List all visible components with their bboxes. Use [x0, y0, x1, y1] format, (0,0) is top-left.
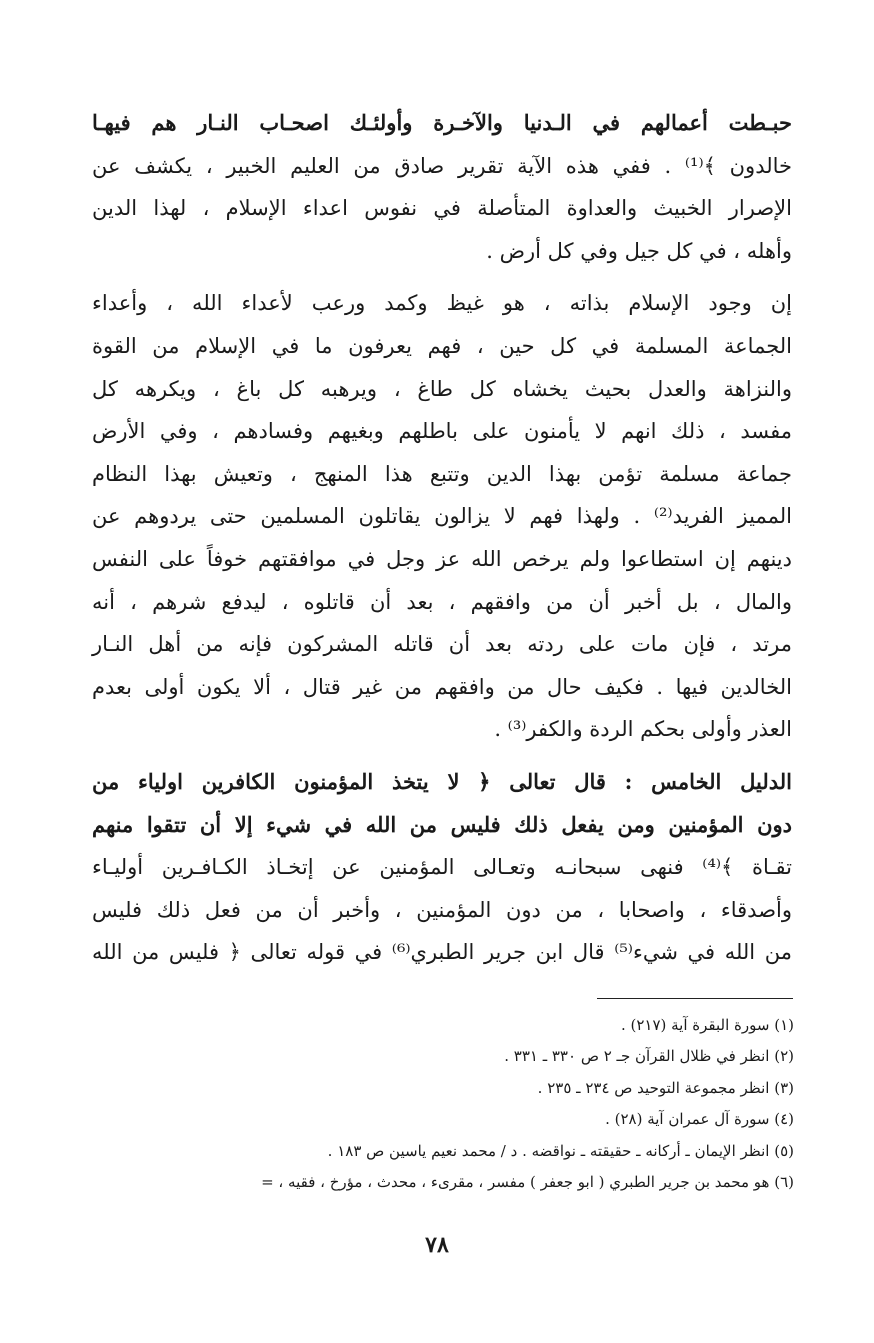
- text-line: الخالدين فيها . فكيف حال من وافقهم من غير قتال ، ألا يكون أولى بعدم: [92, 674, 792, 699]
- text-line: وأهله ، في كل جيل وفي كل أرض .: [486, 238, 792, 263]
- text-line: مرتد ، فإن مات على ردته بعد أن قاتله المشركون فإنه من أهل النـار: [92, 632, 792, 657]
- text-line: العذر وأولى بحكم الردة والكفر⁽³⁾ .: [494, 717, 792, 742]
- text-line: الإصرار الخبيث والعداوة المتأصلة في نفوس اعداء الإسلام ، لهذا الدين: [92, 196, 792, 221]
- text-line: خالدون ﴾⁽¹⁾ . ففي هذه الآية تقرير صادق من العليم الخبير ، يكشف عن: [92, 153, 792, 178]
- main-text: [92, 102, 792, 974]
- text-line: مفسد ، ذلك انهم لا يأمنون على باطلهم وبغيهم وفسادهم ، وفي الأرض: [92, 419, 792, 444]
- text-line: دون المؤمنين ومن يفعل ذلك فليس من الله في شيء إلا أن تتقوا منهم: [92, 811, 792, 837]
- footnote-item: (٦) هو محمد بن جرير الطبري ( ابو جعفر ) مفسر ، مقرىء ، محدث ، مؤرخ ، فقيه ، =: [261, 1172, 794, 1191]
- footnote-separator: [597, 998, 793, 999]
- text-line: حبـطت أعمالهم في الـدنيا والآخـرة وأولئـك اصحـاب النـار هم فيهـا: [92, 110, 792, 135]
- footnote-item: (٢) انظر في ظلال القرآن جـ ٢ ص ٣٣٠ ـ ٣٣١ .: [504, 1047, 794, 1066]
- page-number: ٧٨: [425, 1232, 449, 1258]
- text-line: وأصدقاء ، واصحابا ، من دون المؤمنين ، وأخبر أن من فعل ذلك فليس: [92, 897, 792, 922]
- paragraph-spacer: [92, 272, 792, 282]
- paragraph-spacer: [92, 751, 792, 761]
- footnote-item: (١) سورة البقرة آية (٢١٧) .: [620, 1016, 794, 1034]
- footnote-item: (٤) سورة آل عمران آية (٢٨) .: [605, 1110, 794, 1129]
- text-line: تقـاة ﴾⁽⁴⁾ فنهى سبحانـه وتعـالى المؤمنين عن إتخـاذ الكـافـرين أوليـاء: [92, 855, 792, 880]
- paragraph-1: [92, 102, 792, 272]
- text-line: المميز الفريد⁽²⁾ . ولهذا فهم لا يزالون يقاتلون المسلمين حتى يردوهم عن: [92, 504, 792, 529]
- text-line: إن وجود الإسلام بذاته ، هو غيظ وكمد ورعب لأعداء الله ، وأعداء: [92, 291, 792, 316]
- text-line: الجماعة المسلمة في كل حين ، فهم يعرفون ما في الإسلام من القوة: [92, 333, 792, 358]
- text-line: دينهم إن استطاعوا ولم يرخص الله عز وجل في موافقتهم خوفاً على النفس: [92, 546, 792, 571]
- footnotes: [92, 1010, 794, 1198]
- text-line: جماعة مسلمة تؤمن بهذا الدين وتتبع هذا المنهج ، وتعيش بهذا النظام: [92, 461, 792, 486]
- footnote-item: (٣) انظر مجموعة التوحيد ص ٢٣٤ ـ ٢٣٥ .: [537, 1078, 794, 1097]
- text-line: الدليل الخامس : قال تعالى ﴿ لا يتخذ المؤمنون الكافرين اولياء من: [92, 768, 792, 794]
- footnote-item: (٥) انظر الإيمان ـ أركانه ـ حقيقته ـ نواقضه . د / محمد نعيم ياسين ص ١٨٣ .: [327, 1141, 794, 1160]
- text-line: من الله في شيء⁽⁵⁾ قال ابن جرير الطبري⁽⁶⁾ في قوله تعالى ﴿ فليس من الله: [92, 940, 792, 965]
- paragraph-2: [92, 282, 792, 751]
- text-line: والمال ، بل أخبر أن من وافقهم ، بعد أن قاتلوه ، ليدفع شرهم ، أنه: [92, 589, 792, 614]
- text-line: والنزاهة والعدل بحيث يخشاه كل طاغ ، ويرهبه كل باغ ، ويكرهه كل: [92, 376, 792, 401]
- paragraph-3: [92, 761, 792, 974]
